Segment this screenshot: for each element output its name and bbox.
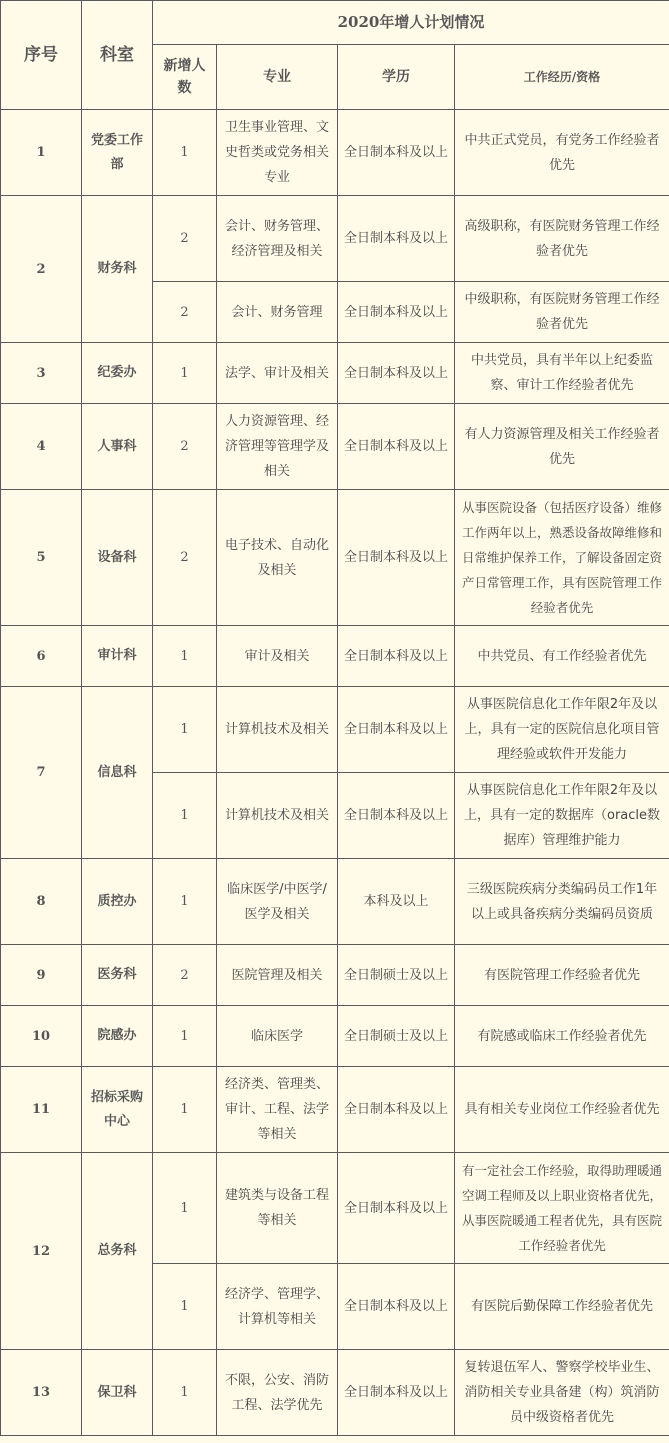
header-major: 专业 (217, 45, 338, 110)
table-row (1, 687, 669, 773)
row-count: 2 (153, 945, 217, 1006)
header-plan-title: 2020年增人计划情况 (153, 1, 669, 45)
row-exp: 三级医院疾病分类编码员工作1年以上或具备疾病分类编码员资质 (455, 859, 669, 945)
row-dept: 保卫科 (82, 1350, 153, 1436)
table-row (1, 1350, 669, 1436)
row-count: 1 (153, 1006, 217, 1067)
row-dept: 审计科 (82, 626, 153, 687)
row-edu: 全日制本科及以上 (338, 343, 455, 404)
row-major: 临床医学 (217, 1006, 338, 1067)
row-seq: 13 (1, 1350, 82, 1436)
row-exp: 有一定社会工作经验，取得助理暖通空调工程师及以上职业资格者优先，从事医院暖通工程者优先，具有医院工作经验者优先 (455, 1153, 669, 1264)
row-exp: 复转退伍军人、警察学校毕业生、消防相关专业具备建（构）筑消防员中级资格者优先 (455, 1350, 669, 1436)
row-exp: 有院感或临床工作经验者优先 (455, 1006, 669, 1067)
table-row (1, 343, 669, 404)
table-row (1, 110, 669, 196)
row-dept: 招标采购中心 (82, 1067, 153, 1153)
row-seq: 11 (1, 1067, 82, 1153)
table-row (1, 945, 669, 1006)
row-edu: 本科及以上 (338, 859, 455, 945)
row-exp: 从事医院设备（包括医疗设备）维修工作两年以上，熟悉设备故障维修和日常维护保养工作，了解设备固定资产日常管理工作，具有医院管理工作经验者优先 (455, 490, 669, 626)
row-major: 会计、财务管理 (217, 282, 338, 343)
row-major: 卫生事业管理、文史哲类或党务相关专业 (217, 110, 338, 196)
header-exp: 工作经历/资格 (455, 45, 669, 110)
row-major: 会计、财务管理、经济管理及相关 (217, 196, 338, 282)
row-major: 临床医学/中医学/医学及相关 (217, 859, 338, 945)
row-edu: 全日制本科及以上 (338, 773, 455, 859)
row-edu: 全日制本科及以上 (338, 110, 455, 196)
row-count: 2 (153, 404, 217, 490)
row-dept: 设备科 (82, 490, 153, 626)
row-exp: 中共党员，具有半年以上纪委监察、审计工作经验者优先 (455, 343, 669, 404)
row-edu: 全日制本科及以上 (338, 687, 455, 773)
row-seq: 6 (1, 626, 82, 687)
row-dept: 医务科 (82, 945, 153, 1006)
row-seq: 4 (1, 404, 82, 490)
row-count: 1 (153, 773, 217, 859)
row-dept: 财务科 (82, 196, 153, 343)
header-row-top (1, 1, 669, 45)
row-dept: 信息科 (82, 687, 153, 859)
row-dept: 党委工作部 (82, 110, 153, 196)
row-count: 1 (153, 110, 217, 196)
table-row (1, 196, 669, 282)
header-edu: 学历 (338, 45, 455, 110)
row-exp: 中共党员、有工作经验者优先 (455, 626, 669, 687)
row-major: 计算机技术及相关 (217, 773, 338, 859)
row-dept: 质控办 (82, 859, 153, 945)
row-exp: 有人力资源管理及相关工作经验者优先 (455, 404, 669, 490)
row-count: 1 (153, 626, 217, 687)
row-major: 审计及相关 (217, 626, 338, 687)
row-edu: 全日制本科及以上 (338, 1067, 455, 1153)
row-major: 不限，公安、消防工程、法学优先 (217, 1350, 338, 1436)
row-dept: 纪委办 (82, 343, 153, 404)
row-exp: 具有相关专业岗位工作经验者优先 (455, 1067, 669, 1153)
row-edu: 全日制本科及以上 (338, 490, 455, 626)
row-major: 医院管理及相关 (217, 945, 338, 1006)
header-count: 新增人数 (153, 45, 217, 110)
row-major: 经济学、管理学、计算机等相关 (217, 1264, 338, 1350)
row-dept: 人事科 (82, 404, 153, 490)
row-seq: 3 (1, 343, 82, 404)
row-major: 建筑类与设备工程等相关 (217, 1153, 338, 1264)
row-count: 2 (153, 490, 217, 626)
table-row (1, 404, 669, 490)
row-edu: 全日制本科及以上 (338, 282, 455, 343)
row-seq: 5 (1, 490, 82, 626)
row-seq: 12 (1, 1153, 82, 1350)
table-row (1, 626, 669, 687)
row-seq: 2 (1, 196, 82, 343)
row-count: 1 (153, 1350, 217, 1436)
row-count: 2 (153, 282, 217, 343)
header-seq: 序号 (1, 1, 82, 110)
row-count: 1 (153, 1067, 217, 1153)
row-count: 1 (153, 859, 217, 945)
row-dept: 总务科 (82, 1153, 153, 1350)
row-count: 1 (153, 687, 217, 773)
row-exp: 从事医院信息化工作年限2年及以上，具有一定的医院信息化项目管理经验或软件开发能力 (455, 687, 669, 773)
row-seq: 8 (1, 859, 82, 945)
table-row (1, 1067, 669, 1153)
row-edu: 全日制本科及以上 (338, 404, 455, 490)
row-exp: 中级职称，有医院财务管理工作经验者优先 (455, 282, 669, 343)
row-count: 2 (153, 196, 217, 282)
row-exp: 高级职称，有医院财务管理工作经验者优先 (455, 196, 669, 282)
row-major: 电子技术、自动化及相关 (217, 490, 338, 626)
row-dept: 院感办 (82, 1006, 153, 1067)
row-count: 1 (153, 1264, 217, 1350)
row-count: 1 (153, 343, 217, 404)
row-seq: 1 (1, 110, 82, 196)
row-exp: 有医院后勤保障工作经验者优先 (455, 1264, 669, 1350)
row-edu: 全日制硕士及以上 (338, 1006, 455, 1067)
row-major: 计算机技术及相关 (217, 687, 338, 773)
header-dept: 科室 (82, 1, 153, 110)
row-edu: 全日制硕士及以上 (338, 945, 455, 1006)
row-exp: 有医院管理工作经验者优先 (455, 945, 669, 1006)
table-row (1, 859, 669, 945)
table-row (1, 1006, 669, 1067)
row-count: 1 (153, 1153, 217, 1264)
row-edu: 全日制本科及以上 (338, 1153, 455, 1264)
row-edu: 全日制本科及以上 (338, 1350, 455, 1436)
row-seq: 10 (1, 1006, 82, 1067)
table-row (1, 490, 669, 626)
row-edu: 全日制本科及以上 (338, 196, 455, 282)
row-major: 经济类、管理类、审计、工程、法学等相关 (217, 1067, 338, 1153)
row-seq: 7 (1, 687, 82, 859)
row-major: 法学、审计及相关 (217, 343, 338, 404)
row-exp: 从事医院信息化工作年限2年及以上，具有一定的数据库（oracle数据库）管理维护能力 (455, 773, 669, 859)
row-edu: 全日制本科及以上 (338, 1264, 455, 1350)
row-seq: 9 (1, 945, 82, 1006)
row-major: 人力资源管理、经济管理等管理学及相关 (217, 404, 338, 490)
row-exp: 中共正式党员，有党务工作经验者优先 (455, 110, 669, 196)
table-row (1, 1153, 669, 1264)
row-edu: 全日制本科及以上 (338, 626, 455, 687)
